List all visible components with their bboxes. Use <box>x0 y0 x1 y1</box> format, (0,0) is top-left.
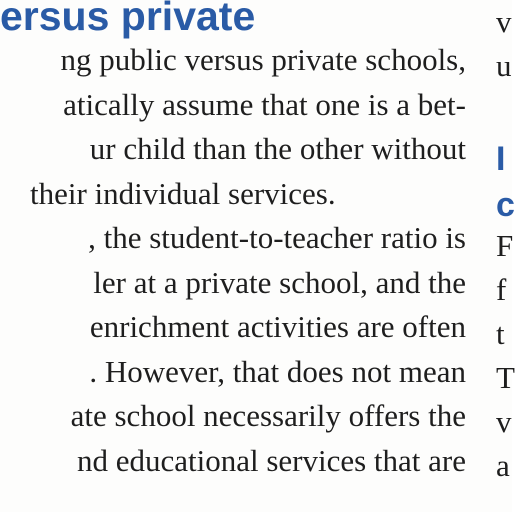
paragraph-2-line: . However, that does not mean <box>89 353 466 389</box>
paragraph-2-line: ler at a private school, and the <box>93 264 466 300</box>
right-column-line: v <box>496 404 512 439</box>
paragraph-1-line: atically assume that one is a bet- <box>63 86 466 122</box>
right-column-heading-line: c <box>496 186 515 224</box>
paragraph-2-line: nd educational services that are <box>76 442 466 478</box>
right-column-line: u <box>496 48 512 83</box>
right-column <box>496 0 515 512</box>
right-column-line: F <box>496 228 514 263</box>
paragraph-2-line: , the student-to-teacher ratio is <box>88 220 466 255</box>
paragraph-2-line: enrichment activities are often <box>89 309 466 345</box>
right-column-line: f <box>496 272 507 307</box>
right-column-line: a <box>496 448 510 483</box>
paragraph-1-line: ur child than the other without <box>89 131 466 167</box>
paragraph-2-line: ate school necessarily offers the <box>70 398 466 434</box>
paragraph-2 <box>0 216 466 484</box>
paragraph-1-line: their individual services. <box>30 175 336 211</box>
right-column-line: t <box>496 316 505 351</box>
paragraph-1 <box>0 38 466 216</box>
right-column-line: T <box>496 360 515 395</box>
paragraph-1-line: ng public versus private schools, <box>60 42 466 77</box>
section-heading: ersus private <box>0 0 256 39</box>
right-column-heading-line: I <box>496 140 506 178</box>
right-column-line: v <box>496 4 512 39</box>
